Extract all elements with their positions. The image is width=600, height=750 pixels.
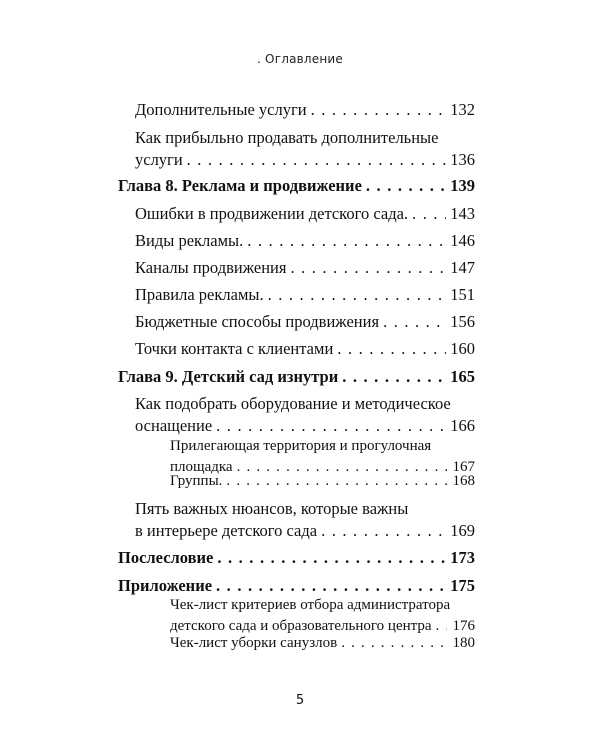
toc-entry-title: Пять важных нюансов, которые важны (135, 499, 409, 518)
toc-entry-title: Бюджетные способы продвижения (135, 312, 380, 331)
toc-entry-page: 146 (450, 231, 475, 250)
toc-chapter-title: Глава 8. Реклама и продвижение (118, 176, 362, 195)
toc-entry-page: 143 (450, 204, 475, 223)
toc-entry-page: 176 (452, 618, 475, 634)
running-header: . Оглавление (257, 52, 343, 66)
dot-leader (383, 310, 446, 333)
dot-leader (187, 148, 447, 171)
toc-chapter-title: Приложение (118, 576, 213, 595)
toc-entry-page: 180 (452, 635, 475, 651)
toc-entry-page: 168 (452, 473, 475, 489)
dot-leader (366, 174, 446, 197)
dot-leader (216, 414, 446, 437)
toc-entry-page: 175 (450, 576, 475, 595)
toc-entry-title: Прилегающая территория и прогулочная (170, 438, 432, 454)
dot-leader (342, 365, 446, 388)
toc-chapter-title: Глава 9. Детский сад изнутри (118, 367, 339, 386)
toc-entry-page: 151 (450, 285, 475, 304)
dot-leader (268, 283, 447, 306)
toc-entry-title: Ошибки в продвижении детского сада. (135, 204, 409, 223)
toc-entry-title-cont: в интерьере детского сада (135, 521, 318, 540)
toc-entry-title: Как подобрать оборудование и методическое (135, 394, 451, 413)
toc-entry-page: 167 (452, 459, 475, 475)
toc-entry-page: 166 (450, 416, 475, 435)
toc-entry-page: 156 (450, 312, 475, 331)
dot-leader (311, 98, 447, 121)
toc-entry-page: 165 (450, 367, 475, 386)
toc-entry-title-cont: детского сада и образовательного центра (170, 618, 432, 634)
toc-entry-page: 169 (450, 521, 475, 540)
toc-chapter-title: Послесловие (118, 548, 214, 567)
toc-entry-title-cont: оснащение (135, 416, 213, 435)
toc-entry-page: 160 (450, 339, 475, 358)
toc-entry-title: Группы. (170, 473, 223, 489)
toc-entry-page: 139 (450, 176, 475, 195)
toc-entry-title: Правила рекламы. (135, 285, 264, 304)
dot-leader (247, 229, 446, 252)
page-number: 5 (295, 693, 305, 708)
dot-leader (341, 633, 447, 654)
toc-entry-title: Виды рекламы. (135, 231, 244, 250)
dot-leader (217, 546, 446, 569)
dot-leader (290, 256, 446, 279)
dot-leader (226, 471, 447, 492)
toc-entry-page: 136 (450, 150, 475, 169)
toc-entry-page: 173 (450, 548, 475, 567)
dot-leader (321, 519, 446, 542)
toc-entry-title: Чек-лист уборки санузлов (170, 635, 338, 651)
dot-leader (216, 574, 446, 597)
toc-entry-title: Чек-лист критериев отбора администратора (170, 597, 451, 613)
toc-entry-title: Дополнительные услуги (135, 100, 307, 119)
toc-entry-title-cont: услуги (135, 150, 183, 169)
toc-entry-page: 132 (450, 100, 475, 119)
dot-leader (412, 202, 446, 225)
toc-entry-title: Точки контакта с клиентами (135, 339, 334, 358)
toc-entry-title: Как прибыльно продавать дополнительные (135, 128, 439, 147)
toc-entry-page: 147 (450, 258, 475, 277)
dot-leader (337, 337, 446, 360)
toc-entry-title-cont: площадка (170, 459, 233, 475)
toc-entry-title: Каналы продвижения (135, 258, 287, 277)
